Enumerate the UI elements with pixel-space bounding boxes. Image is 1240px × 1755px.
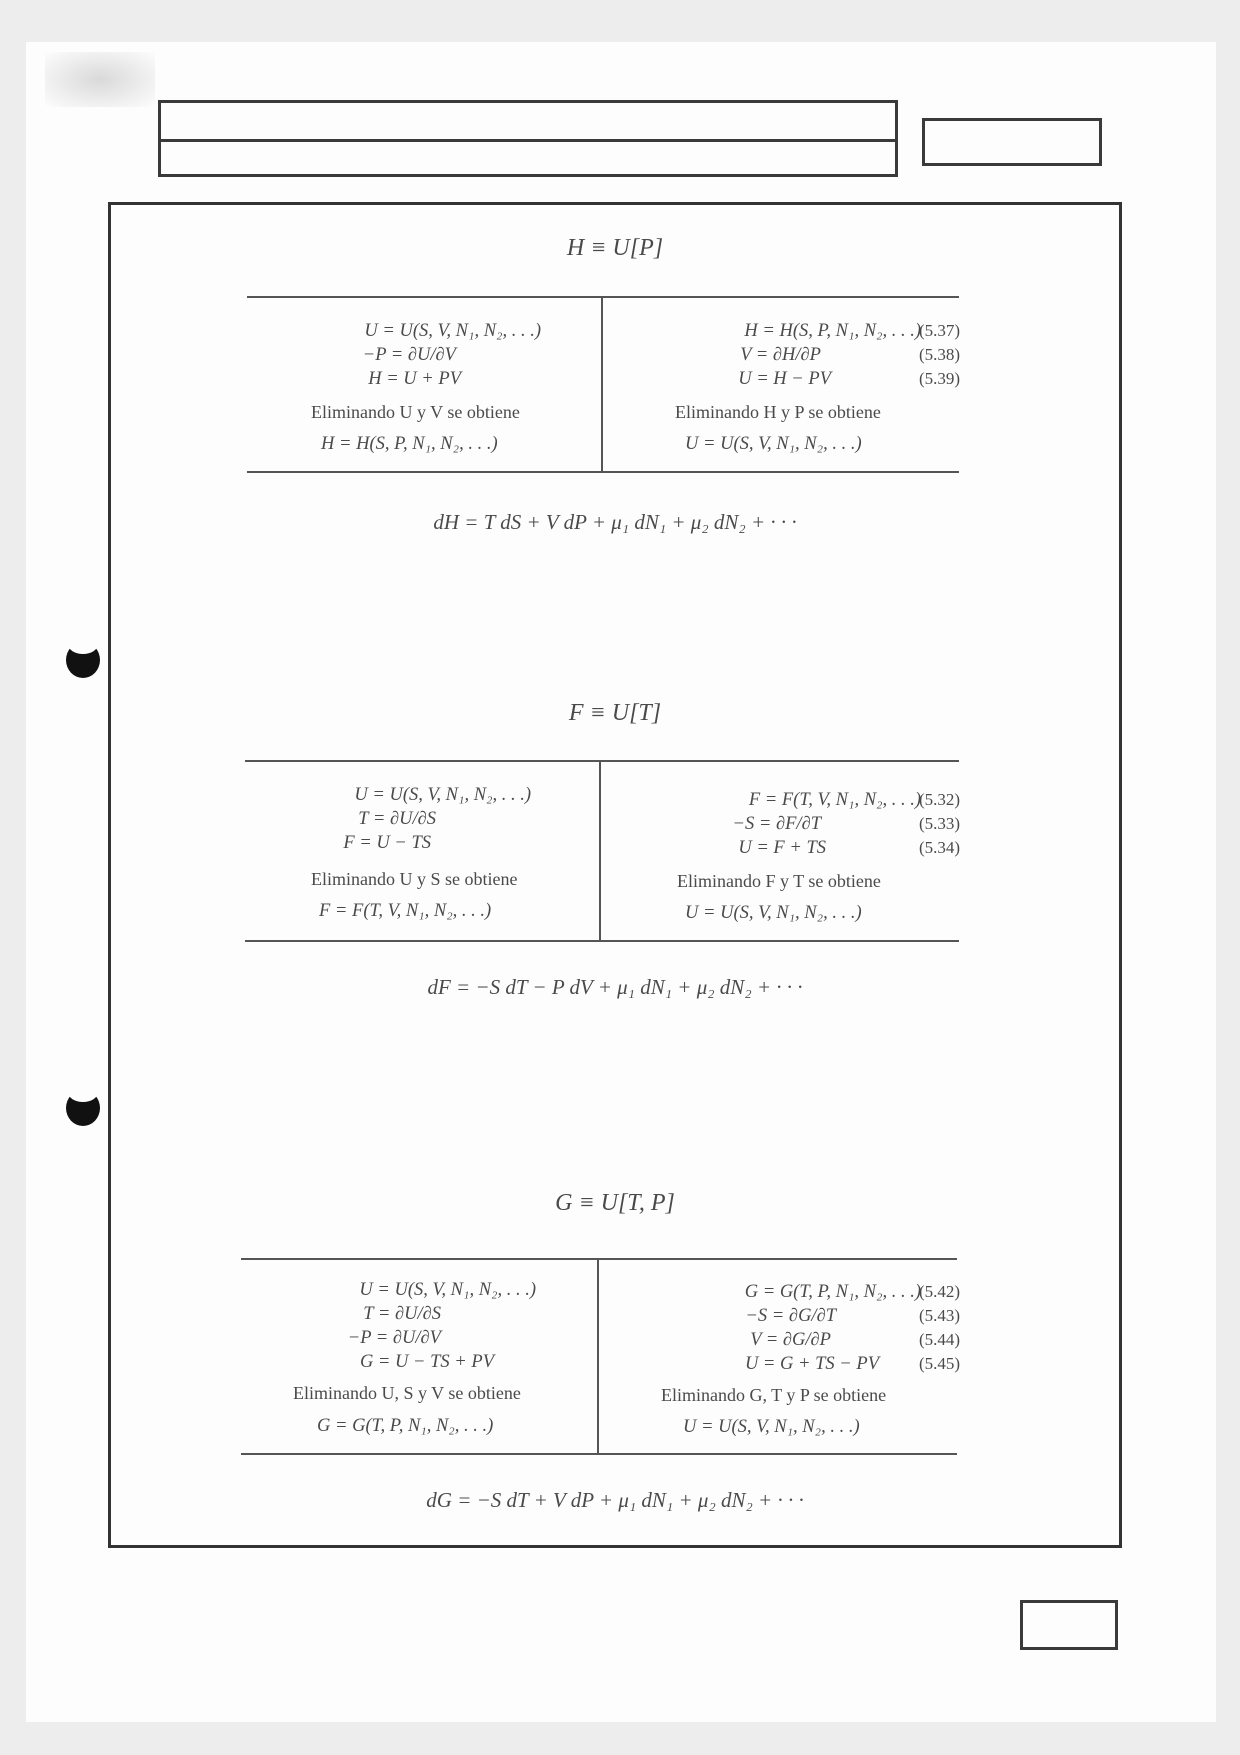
equation: H = H(S, P, N₁, N₂, . . .): [744, 321, 921, 341]
equation: U = G + TS − PV: [744, 1354, 879, 1374]
left-equations: [261, 1278, 536, 1374]
result-equation: U = U(S, V, N₁, N₂, . . .): [685, 903, 862, 923]
elimination-text: Eliminando G, T y P se obtiene: [661, 1385, 887, 1405]
elimination-text: Eliminando U, S y V se obtiene: [293, 1383, 521, 1403]
equation-number: (5.44): [919, 1330, 961, 1349]
differential-equation: dH = T dS + V dP + μ₁ dN₁ + μ₂ dN₂ + · · ·: [433, 510, 797, 534]
header-box-right: [922, 118, 1102, 166]
result-equation: H = H(S, P, N₁, N₂, . . .): [321, 434, 498, 454]
left-equations: [261, 319, 541, 391]
table-bottom-rule: [245, 940, 959, 942]
table-top-rule: [245, 760, 959, 762]
equation-numbers: [919, 1280, 960, 1376]
differential-equation: dG = −S dT + V dP + μ₁ dN₁ + μ₂ dN₂ + · · ·: [426, 1488, 804, 1512]
equation: U = U(S, V, N₁, N₂, . . .): [354, 785, 531, 805]
equation-number: (5.38): [919, 345, 961, 364]
equation: −P = ∂U/∂V: [362, 345, 456, 365]
section-title: F ≡ U[T]: [568, 700, 662, 726]
table-bottom-rule: [247, 471, 959, 473]
equation-number: (5.37): [919, 321, 961, 340]
equation: T = ∂U/∂S: [358, 809, 436, 829]
table-divider: [599, 760, 601, 940]
table-top-rule: [241, 1258, 957, 1260]
equation: −S = ∂G/∂T: [745, 1306, 836, 1326]
equation: G = U − TS + PV: [359, 1352, 494, 1372]
equation: U = U(S, V, N₁, N₂, . . .): [364, 321, 541, 341]
equation: F = F(T, V, N₁, N₂, . . .): [748, 790, 921, 810]
scan-smudge: [45, 52, 155, 107]
result-equation: F = F(T, V, N₁, N₂, . . .): [319, 901, 492, 921]
equation: U = H − PV: [738, 369, 831, 389]
right-equations: [646, 788, 921, 860]
content-frame: [108, 202, 1122, 1548]
table-divider: [601, 296, 603, 471]
equation: −P = ∂U/∂V: [347, 1328, 441, 1348]
equation-number: (5.42): [919, 1282, 961, 1301]
page-number-box: [1020, 1600, 1118, 1650]
equation-number: (5.43): [919, 1306, 961, 1325]
left-equations: [251, 783, 531, 855]
section-title: H ≡ U[P]: [566, 235, 664, 261]
elimination-text: Eliminando H y P se obtiene: [675, 402, 881, 422]
punch-hole-bottom: [66, 1090, 100, 1126]
right-equations: [651, 319, 921, 391]
equation: V = ∂G/∂P: [750, 1330, 831, 1350]
equation: V = ∂H/∂P: [740, 345, 821, 365]
elimination-text: Eliminando F y T se obtiene: [677, 871, 881, 891]
equation: U = F + TS: [738, 838, 826, 858]
equation: U = U(S, V, N₁, N₂, . . .): [359, 1280, 536, 1300]
differential-equation: dF = −S dT − P dV + μ₁ dN₁ + μ₂ dN₂ + · · ·: [427, 975, 803, 999]
result-equation: U = U(S, V, N₁, N₂, . . .): [683, 1417, 860, 1437]
elimination-text: Eliminando U y V se obtiene: [311, 402, 520, 422]
equation: G = G(T, P, N₁, N₂, . . .): [744, 1282, 921, 1302]
header-box-bottom: [158, 139, 898, 177]
equation: T = ∂U/∂S: [363, 1304, 441, 1324]
equation-number: (5.34): [919, 838, 961, 857]
table-bottom-rule: [241, 1453, 957, 1455]
equation: −S = ∂F/∂T: [732, 814, 821, 834]
equation-number: (5.45): [919, 1354, 961, 1373]
table-divider: [597, 1258, 599, 1453]
elimination-text: Eliminando U y S se obtiene: [311, 869, 518, 889]
section-title: G ≡ U[T, P]: [555, 1190, 675, 1216]
punch-hole-top: [66, 642, 100, 678]
result-equation: U = U(S, V, N₁, N₂, . . .): [685, 434, 862, 454]
equation-number: (5.39): [919, 369, 961, 388]
right-equations: [641, 1280, 921, 1376]
equation-numbers: [919, 788, 960, 860]
header-box-top: [158, 100, 898, 142]
equation-numbers: [919, 319, 960, 391]
equation-number: (5.32): [919, 790, 961, 809]
equation: H = U + PV: [368, 369, 461, 389]
result-equation: G = G(T, P, N₁, N₂, . . .): [317, 1416, 494, 1436]
equation: F = U − TS: [343, 833, 431, 853]
table-top-rule: [247, 296, 959, 298]
equation-number: (5.33): [919, 814, 961, 833]
